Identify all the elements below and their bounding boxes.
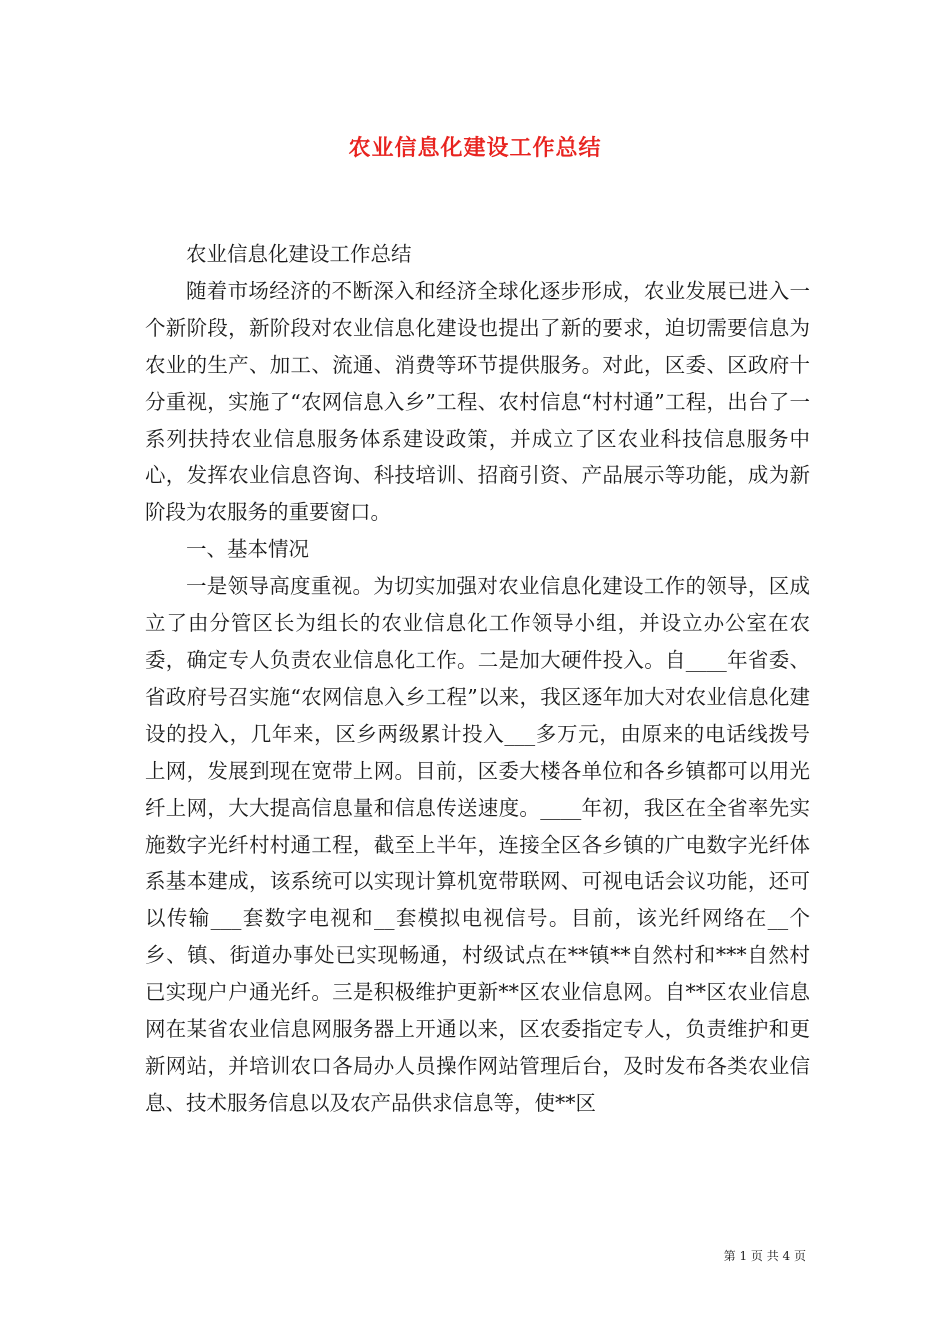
intro-paragraph: 随着市场经济的不断深入和经济全球化逐步形成，农业发展已进入一个新阶段，新阶段对农业信息化建设也提出了新的要求，迫切需要信息为农业的生产、加工、流通、消费等环节提供服务。对此，区委、区政府十分重视，实施了“农网信息入乡”工程、农村信息“村村通”工程，出台了一系列扶持农业信息服务体系建设政策，并成立了区农业科技信息服务中心，发挥农业信息咨询、科技培训、招商引资、产品展示等功能，成为新阶段为农服务的重要窗口。: [145, 278, 810, 525]
basic-situation-paragraph: 一是领导高度重视。为切实加强对农业信息化建设工作的领导，区成立了由分管区长为组长的农业信息化工作领导小组，并设立办公室在农委，确定专人负责农业信息化工作。二是加大硬件投入。自____年省委、省政府号召实施“农网信息入乡工程”以来，我区逐年加大对农业信息化建设的投入，几年来，区乡两级累计投入___多万元，由原来的电话线拨号上网，发展到现在宽带上网。目前，区委大楼各单位和各乡镇都可以用光纤上网，大大提高信息量和信息传送速度。____年初，我区在全省率先实施数字光纤村村通工程，截至上半年，连接全区各乡镇的广电数字光纤体系基本建成，该系统可以实现计算机宽带联网、可视电话会议功能，还可以传输___套数字电视和__套模拟电视信号。目前，该光纤网络在__个乡、镇、街道办事处已实现畅通，村级试点在**镇**自然村和***自然村已实现户户通光纤。三是积极维护更新**区农业信息网。自**区农业信息网在某省农业信息网服务器上开通以来，区农委指定专人，负责维护和更新网站，并培训农口各局办人员操作网站管理后台，及时发布各类农业信息、技术服务信息以及农产品供求信息等，使**区: [145, 574, 810, 1115]
section-heading-basic-situation: 一、基本情况: [186, 537, 309, 562]
body-heading: 农业信息化建设工作总结: [186, 242, 412, 266]
document-body: [145, 236, 810, 1122]
document-title: 农业信息化建设工作总结: [348, 136, 602, 161]
page-number: 第 1 页 共 4 页: [723, 1249, 806, 1263]
